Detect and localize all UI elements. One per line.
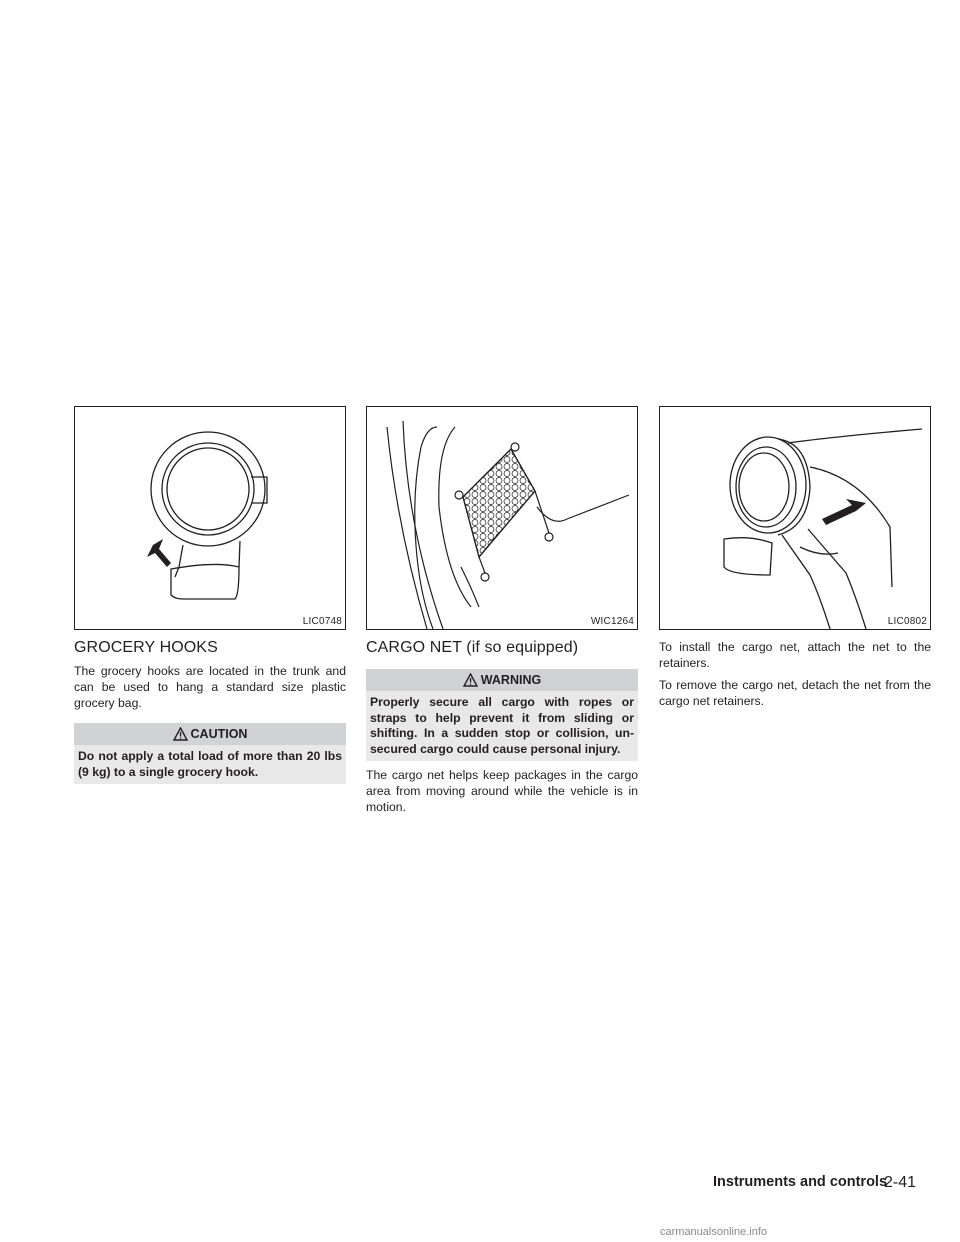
warning-icon <box>463 673 478 687</box>
column-cargo-net-continued <box>659 406 931 709</box>
figure-cargo-net-retainer <box>659 406 931 630</box>
caution-box <box>74 723 346 784</box>
section-heading-cargo-net: CARGO NET (if so equipped) <box>366 639 579 656</box>
cargo-net-retainer-illustration <box>660 407 930 629</box>
warning-box <box>366 669 638 761</box>
cargo-net-remove: To remove the cargo net, detach the net from the cargo net retainers. <box>659 678 931 708</box>
column-cargo-net <box>366 406 638 815</box>
page-number: 2-41 <box>884 1174 917 1191</box>
figure-code: WIC1264 <box>590 616 634 627</box>
cargo-net-illustration <box>367 407 637 629</box>
figure-code: LIC0748 <box>302 616 342 627</box>
section-heading-grocery-hooks: GROCERY HOOKS <box>74 639 218 656</box>
figure-grocery-hook <box>74 406 346 630</box>
figure-cargo-net <box>366 406 638 630</box>
caution-label: CAUTION <box>190 727 248 741</box>
watermark: carmanualsonline.info <box>660 1226 768 1238</box>
page-footer <box>676 1174 936 1194</box>
warning-label: WARNING <box>480 673 542 687</box>
column-grocery-hooks <box>74 406 346 784</box>
grocery-hook-illustration <box>75 407 345 629</box>
cargo-net-install: To install the cargo net, attach the net to the retainers. <box>659 640 931 670</box>
warning-text: Properly secure all cargo with ropes or straps to help prevent it from sliding or shifting. In a sudden stop or collision, un-secured cargo could cause personal injury. <box>366 691 638 761</box>
footer-section-title: Instruments and controls <box>713 1174 888 1190</box>
caution-header <box>74 723 346 745</box>
warning-header <box>366 669 638 691</box>
caution-text: Do not apply a total load of more than 20 lbs (9 kg) to a single grocery hook. <box>74 745 346 784</box>
figure-code: LIC0802 <box>887 616 927 627</box>
cargo-net-body: The cargo net helps keep packages in the cargo area from moving around while the vehicle is in motion. <box>366 768 638 814</box>
grocery-hooks-body: The grocery hooks are located in the trunk and can be used to hang a standard size plastic grocery bag. <box>74 664 346 710</box>
caution-icon <box>173 727 188 741</box>
